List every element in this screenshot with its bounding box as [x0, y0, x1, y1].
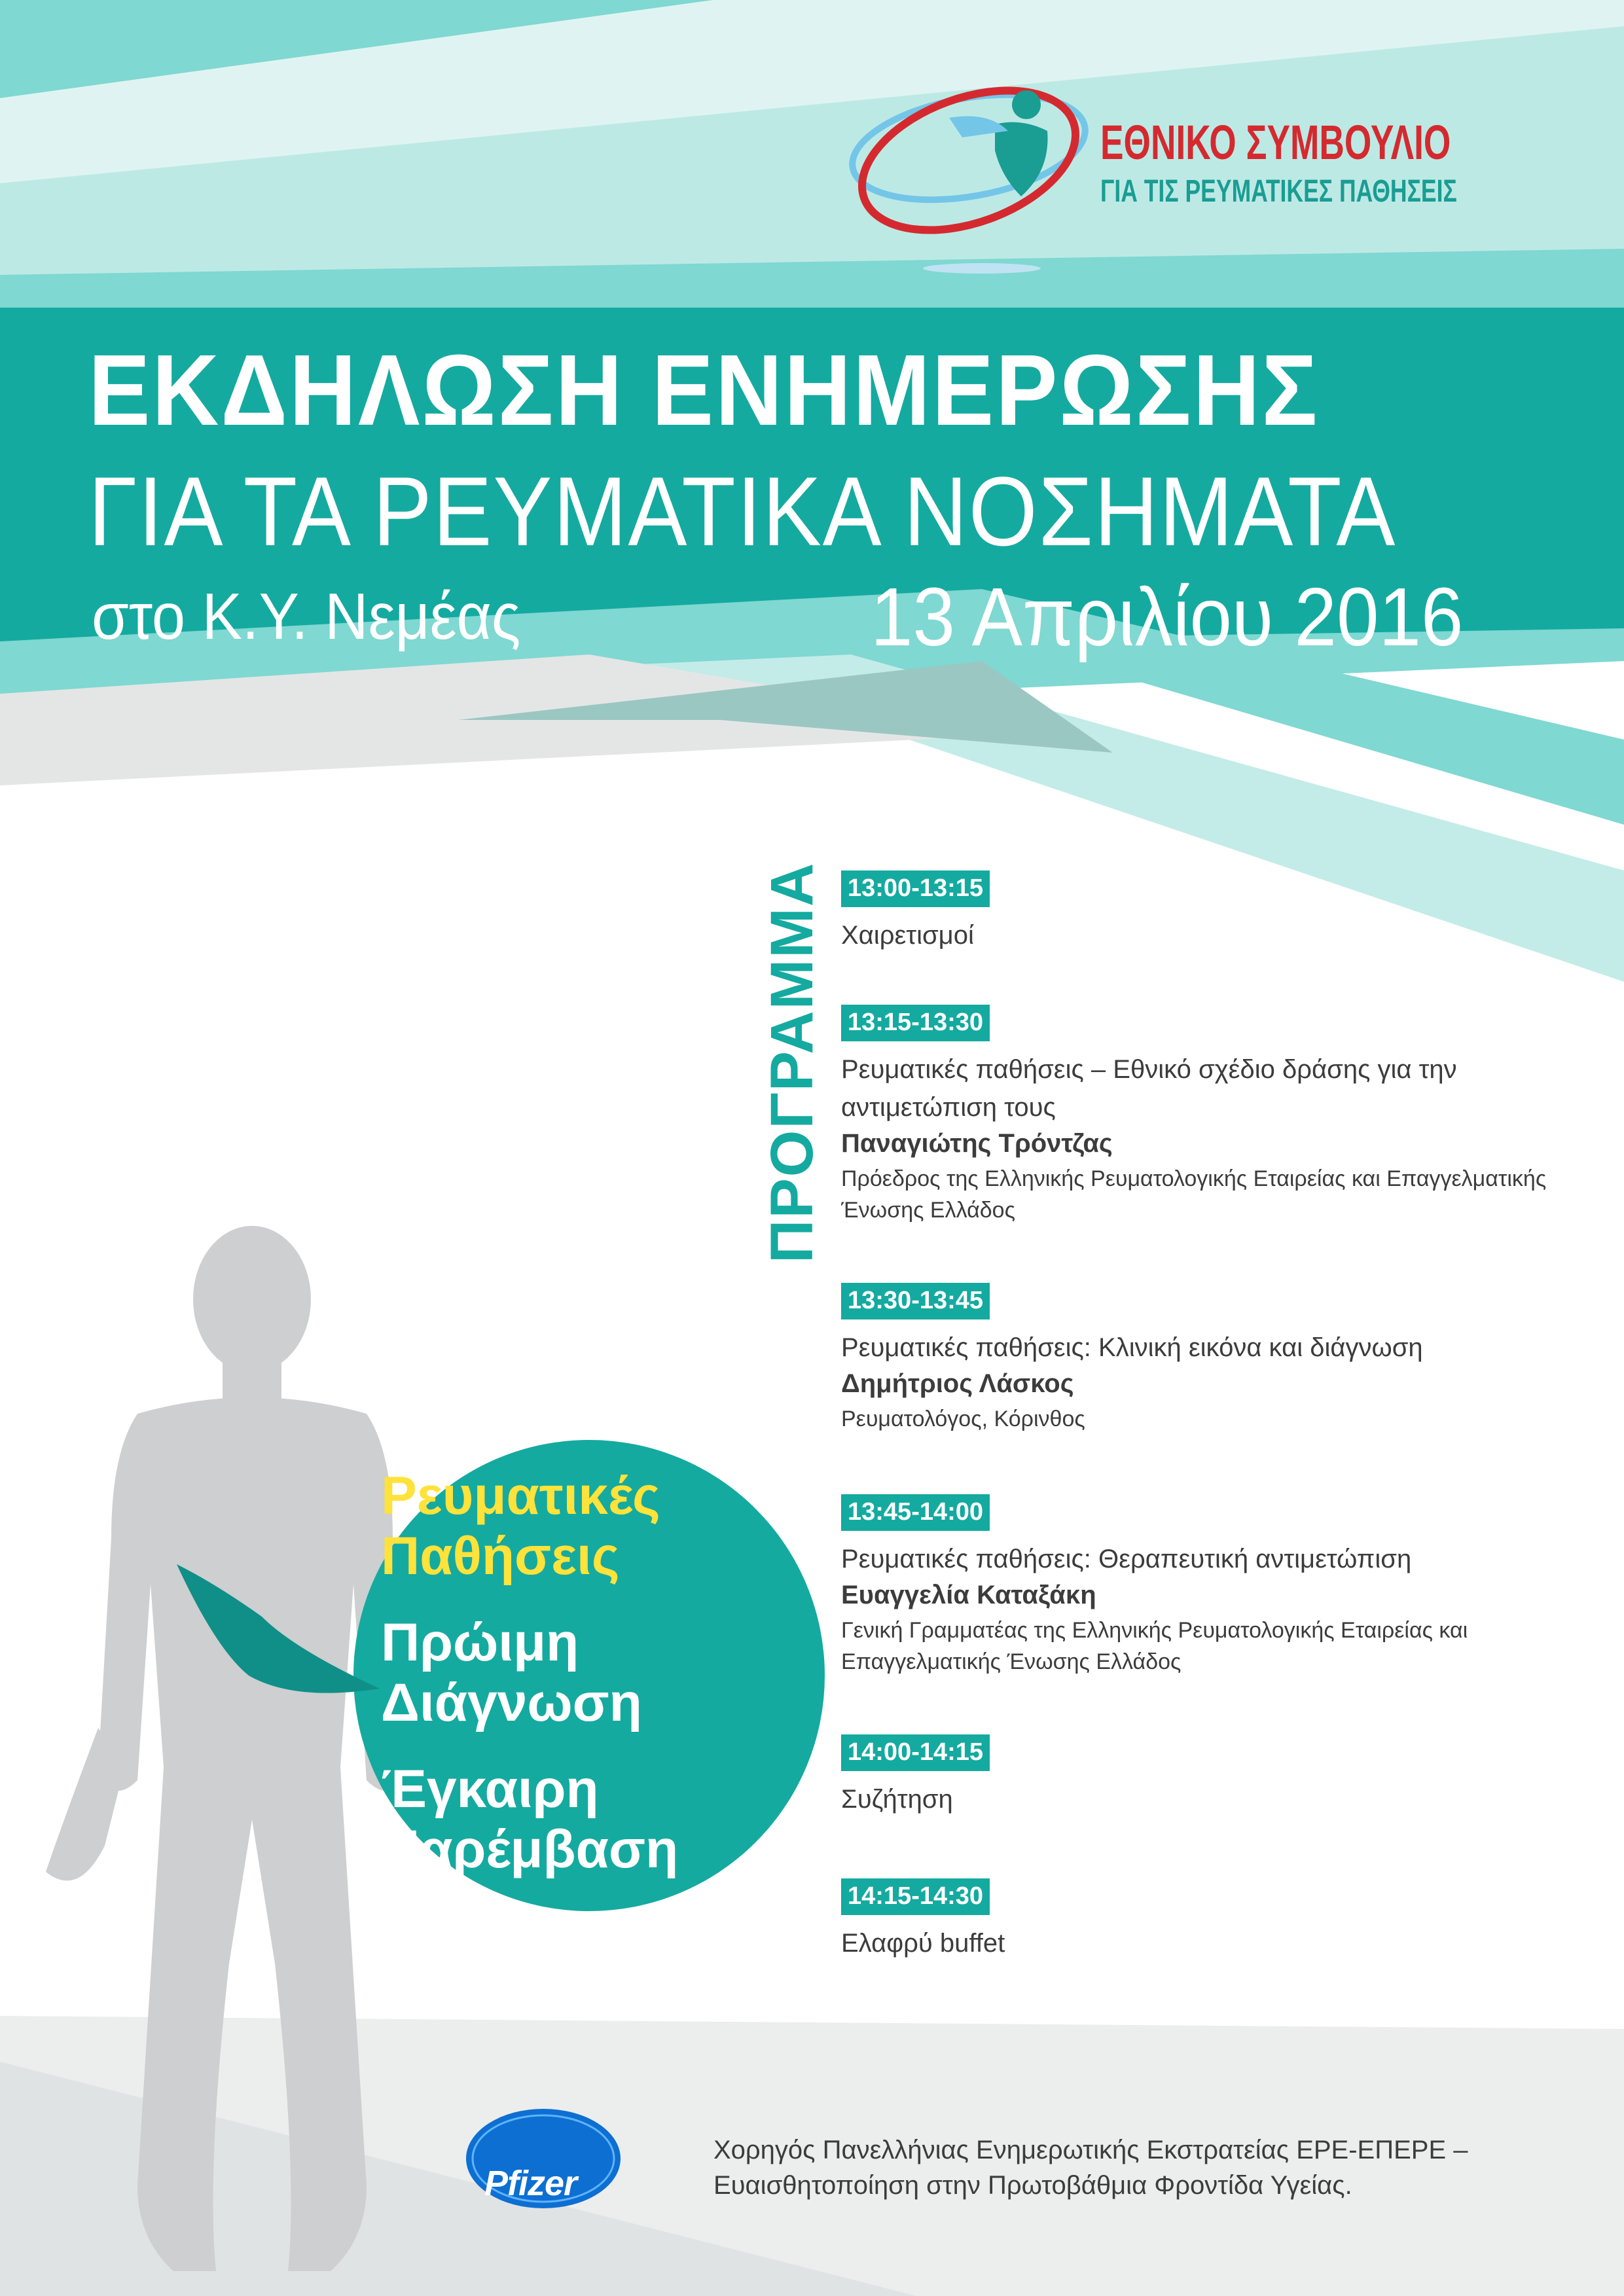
program-time: 13:30-13:45	[841, 1283, 990, 1319]
circle-line: Πρώιμη	[381, 1613, 579, 1672]
pfizer-logo-text: Pfizer	[484, 2164, 577, 2203]
program-speaker: Ευαγγελία Καταξάκη	[841, 1581, 1096, 1609]
organization-name-line1: ΕΘΝΙΚΟ ΣΥΜΒΟΥΛΙΟ	[1100, 115, 1451, 170]
program-time: 14:00-14:15	[841, 1734, 990, 1771]
program-time: 13:45-14:00	[841, 1494, 990, 1531]
program-title: Ρευματικές παθήσεις: Θεραπευτική αντιμετώπιση	[841, 1545, 1412, 1573]
circle-line: Παρέμβαση	[381, 1820, 679, 1879]
program-item	[841, 1005, 1587, 1226]
program-time: 13:15-13:30	[841, 1005, 990, 1041]
event-title-line1: ΕΚΔΗΛΩΣΗ ΕΝΗΜΕΡΩΣΗΣ	[88, 334, 1320, 446]
program-title: Ρευματικές παθήσεις: Κλινική εικόνα και διάγνωση	[841, 1333, 1423, 1362]
program-item	[841, 1734, 1587, 1818]
program-heading	[758, 861, 825, 1263]
circle-line: Παθήσεις	[381, 1526, 620, 1586]
program-item	[841, 1494, 1587, 1677]
program-speaker-role: Ρευματολόγος, Κόρινθος	[841, 1407, 1085, 1431]
program-title: Ελαφρύ buffet	[841, 1929, 1005, 1958]
circle-line: Ρευματικές	[381, 1466, 660, 1526]
program-speaker-role: Πρόεδρος της Ελληνικής Ρευματολογικής Εταιρείας και Επαγγελματικής Ένωσης Ελλάδος	[841, 1166, 1547, 1223]
sponsor-line: Ευαισθητοποίηση στην Πρωτοβάθμια Φροντίδα Υγείας.	[713, 2171, 1352, 2200]
circle-line: Διάγνωση	[381, 1673, 642, 1732]
program-item	[841, 1878, 1587, 1962]
program-title: Συζήτηση	[841, 1785, 953, 1814]
circle-message	[381, 1466, 678, 1880]
program-time: 14:15-14:30	[841, 1878, 990, 1915]
program-title: Χαιρετισμοί	[841, 921, 974, 950]
organization-name-line2: ΓΙΑ ΤΙΣ ΡΕΥΜΑΤΙΚΕΣ ΠΑΘΗΣΕΙΣ	[1100, 174, 1457, 209]
circle-line: Έγκαιρη	[381, 1759, 599, 1819]
sponsor-note	[713, 2132, 1468, 2203]
sponsor-line: Χορηγός Πανελλήνιας Ενημερωτικής Εκστρατείας ΕΡΕ-ΕΠΕΡΕ –	[713, 2136, 1468, 2164]
program-title: Ρευματικές παθήσεις – Εθνικό σχέδιο δράσης για την αντιμετώπιση τους	[841, 1055, 1457, 1122]
event-title-line2: ΓΙΑ ΤΑ ΡΕΥΜΑΤΙΚΑ ΝΟΣΗΜΑΤΑ	[88, 456, 1397, 566]
program-item	[841, 870, 1587, 954]
program-speaker: Παναγιώτης Τρόντζας	[841, 1129, 1113, 1158]
program-speaker: Δημήτριος Λάσκος	[841, 1369, 1074, 1398]
program-time: 13:00-13:15	[841, 870, 990, 907]
program-speaker-role: Γενική Γραμματέας της Ελληνικής Ρευματολογικής Εταιρείας και Επαγγελματικής Ένωσης Ελλάδος	[841, 1618, 1468, 1674]
event-venue: στο Κ.Υ. Νεμέας	[92, 580, 521, 653]
program-item	[841, 1283, 1587, 1435]
event-date: 13 Απριλίου 2016	[871, 571, 1464, 663]
program-label: ΠΡΟΓΡΑΜΜΑ	[759, 861, 825, 1263]
